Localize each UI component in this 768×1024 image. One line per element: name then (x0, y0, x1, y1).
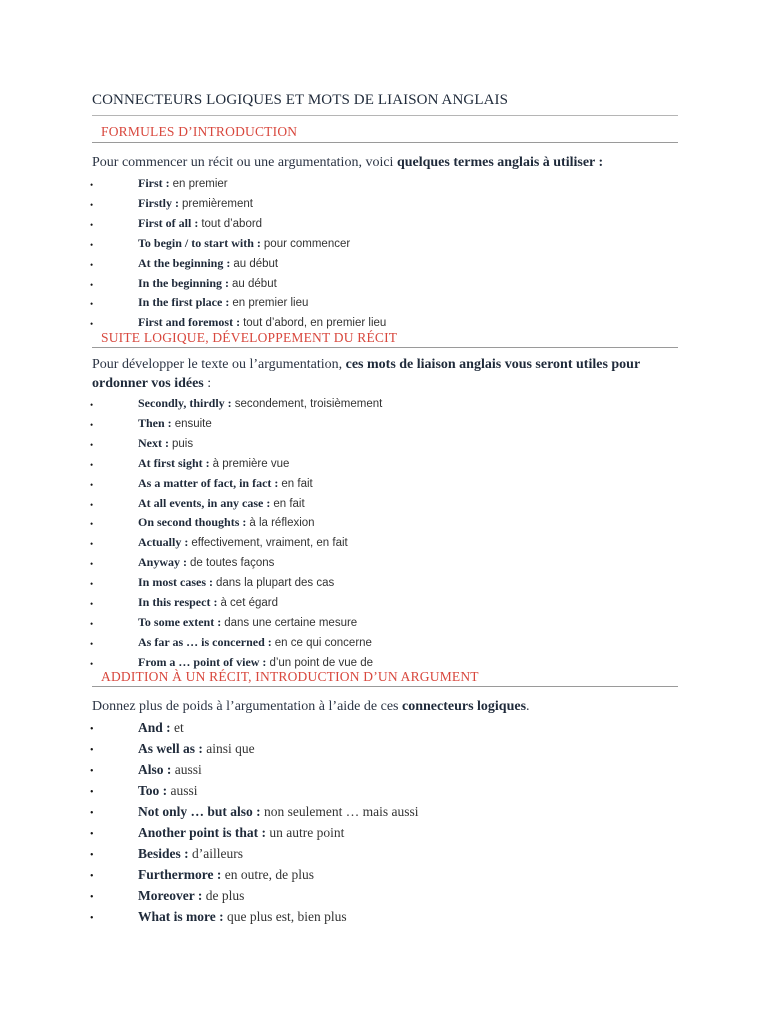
item-term (138, 236, 350, 251)
item-translation: tout d’abord (201, 217, 263, 230)
item-translation: effectivement, vraiment, en fait (191, 537, 348, 550)
item-translation: d’ailleurs (192, 846, 243, 861)
item-term (138, 476, 313, 491)
bullet-icon: • (90, 808, 94, 819)
intro-bold-text: quelques termes anglais à utiliser : (396, 155, 604, 170)
item-translation: premièrement (182, 197, 253, 210)
bullet-icon: • (90, 618, 94, 629)
term-text: At first sight : (138, 455, 210, 470)
bullet-icon: • (90, 871, 94, 882)
item-term (138, 635, 372, 650)
item-translation: en ce qui concerne (274, 636, 372, 649)
item-term (138, 176, 228, 191)
item-translation: à cet égard (220, 597, 278, 609)
bullet-icon: • (90, 279, 94, 290)
item-term (138, 416, 212, 431)
item-term (138, 909, 347, 925)
item-translation: au début (233, 257, 279, 270)
term-text: To some extent : (138, 614, 222, 629)
term-text: First of all : (138, 215, 199, 230)
term-text: Not only … but also : (138, 804, 261, 819)
bullet-icon: • (90, 319, 94, 330)
term-text: Firstly : (138, 195, 179, 210)
item-translation: en fait (281, 477, 313, 490)
item-translation: à la réflexion (249, 517, 315, 530)
bullet-icon: • (90, 180, 94, 190)
bullet-icon: • (90, 724, 94, 735)
section-divider (92, 142, 678, 143)
bullet-icon: • (90, 219, 94, 230)
item-translation: de plus (205, 888, 245, 903)
bullet-icon: • (90, 579, 94, 590)
item-translation: en outre, de plus (224, 867, 314, 882)
item-translation: d’un point de vue de (269, 656, 374, 669)
section-intro (92, 697, 680, 716)
term-text: Then : (138, 415, 172, 430)
item-term (138, 496, 305, 511)
term-text: Too : (138, 783, 168, 798)
bullet-icon: • (90, 459, 94, 470)
item-term (138, 196, 253, 211)
term-text: In this respect : (138, 595, 218, 609)
bullet-icon: • (90, 419, 94, 430)
item-term (138, 315, 386, 330)
bullet-icon: • (90, 892, 94, 903)
item-term (138, 535, 348, 550)
bullet-icon: • (90, 638, 94, 649)
intro-text: Pour développer le texte ou l’argumentation, (92, 357, 346, 372)
item-term (138, 276, 277, 291)
term-text: Next : (138, 435, 169, 450)
item-translation: ainsi que (206, 741, 255, 756)
term-text: In the first place : (138, 295, 230, 310)
term-text: Anyway : (138, 555, 188, 570)
bullet-icon: • (90, 787, 94, 798)
item-term (138, 783, 198, 799)
term-text: Moreover : (138, 888, 203, 903)
item-term (138, 615, 357, 630)
term-text: Actually : (138, 535, 189, 550)
bullet-icon: • (90, 479, 94, 490)
item-term (138, 741, 255, 757)
bullet-icon: • (90, 299, 94, 310)
section-divider (92, 686, 678, 687)
bullet-icon: • (90, 439, 94, 450)
item-term (138, 515, 315, 530)
item-term (138, 595, 278, 610)
item-translation: secondement, troisièmement (234, 398, 383, 410)
bullet-icon: • (90, 766, 94, 777)
item-translation: tout d’abord, en premier lieu (243, 317, 387, 330)
item-term (138, 888, 244, 904)
bullet-icon: • (90, 239, 94, 250)
term-text: To begin / to start with : (138, 235, 261, 250)
term-text: Another point is that : (138, 825, 267, 840)
section-intro (92, 153, 680, 172)
term-text: At the beginning : (138, 255, 231, 270)
item-term (138, 216, 262, 231)
bullet-icon: • (90, 400, 94, 410)
term-text: As well as : (138, 741, 203, 756)
term-text: First and foremost : (138, 315, 241, 330)
item-term (138, 867, 314, 883)
term-text: In most cases : (138, 575, 213, 590)
bullet-icon: • (90, 658, 94, 669)
section-heading-addition: ADDITION À UN RÉCIT, INTRODUCTION D’UN ARGUMENT (101, 669, 479, 684)
bullet-icon: • (90, 745, 94, 756)
term-text: Besides : (138, 846, 189, 861)
item-translation: et (174, 720, 184, 735)
item-translation: à première vue (212, 457, 290, 470)
term-text: At all events, in any case : (138, 495, 271, 510)
intro-tail: : (203, 376, 212, 391)
section-intro (92, 355, 680, 393)
section-heading-development: SUITE LOGIQUE, DÉVELOPPEMENT DU RÉCIT (101, 330, 398, 345)
bullet-icon: • (90, 539, 94, 550)
intro-tail: . (526, 699, 530, 714)
item-term (138, 555, 274, 570)
term-text: First : (138, 176, 170, 190)
term-text: And : (138, 720, 171, 735)
item-translation: dans la plupart des cas (216, 577, 335, 590)
item-term (138, 720, 184, 736)
term-text: In the beginning : (138, 275, 230, 290)
item-term (138, 804, 419, 820)
item-translation: un autre point (269, 825, 345, 840)
item-term (138, 575, 334, 590)
item-translation: aussi (170, 783, 198, 798)
item-translation: en fait (273, 497, 305, 510)
intro-text: Donnez plus de poids à l’argumentation à l’aide de ces (92, 699, 402, 714)
bullet-icon: • (90, 499, 94, 510)
bullet-icon: • (90, 850, 94, 861)
intro-bold-text: connecteurs logiques (401, 699, 527, 714)
bullet-icon: • (90, 259, 94, 270)
item-translation: de toutes façons (190, 557, 275, 570)
bullet-icon: • (90, 913, 94, 924)
bullet-icon: • (90, 199, 94, 210)
item-translation: ensuite (174, 417, 212, 430)
section-divider (92, 347, 678, 348)
item-term (138, 396, 382, 411)
item-translation: pour commencer (263, 237, 351, 250)
term-text: What is more : (138, 909, 224, 924)
title-divider (92, 115, 678, 116)
bullet-icon: • (90, 519, 94, 530)
term-text: As far as … is concerned : (138, 634, 272, 649)
intro-bold-text: ces mots de liaison anglais vous seront utiles pour ordonner vos idées (92, 357, 640, 391)
bullet-icon: • (90, 599, 94, 609)
item-translation: que plus est, bien plus (227, 909, 347, 924)
document-title: CONNECTEURS LOGIQUES ET MOTS DE LIAISON ANGLAIS (92, 92, 509, 108)
item-translation: au début (232, 277, 277, 290)
item-translation: puis (171, 437, 194, 450)
term-text: Furthermore : (138, 867, 222, 882)
item-translation: non seulement … mais aussi (264, 804, 419, 819)
term-text: Also : (138, 762, 172, 777)
intro-text: Pour commencer un récit ou une argumentation, voici (92, 155, 397, 170)
term-text: Secondly, thirdly : (138, 396, 232, 410)
term-text: As a matter of fact, in fact : (138, 475, 279, 490)
item-term (138, 762, 202, 778)
item-translation: en premier (172, 178, 228, 190)
item-term (138, 436, 193, 451)
term-text: From a … point of view : (138, 654, 267, 669)
item-term (138, 846, 243, 862)
item-term (138, 256, 278, 271)
term-text: On second thoughts : (138, 515, 247, 530)
bullet-icon: • (90, 829, 94, 840)
item-term (138, 456, 289, 471)
item-term (138, 825, 344, 841)
item-translation: en premier lieu (232, 297, 309, 310)
item-translation: dans une certaine mesure (224, 616, 358, 629)
item-term (138, 655, 373, 670)
item-translation: aussi (174, 762, 202, 777)
item-term (138, 295, 308, 310)
section-heading-introduction: FORMULES D’INTRODUCTION (101, 124, 298, 139)
bullet-icon: • (90, 559, 94, 570)
